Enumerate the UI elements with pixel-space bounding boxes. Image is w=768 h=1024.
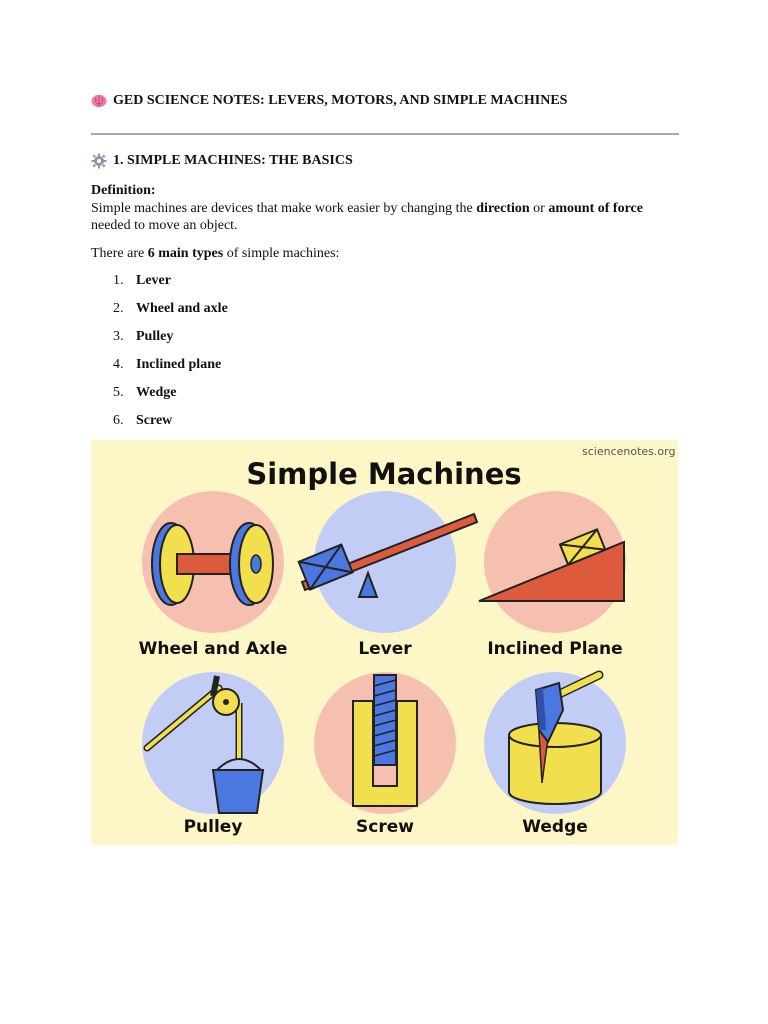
list-item bbox=[113, 301, 228, 329]
list-label: Screw bbox=[136, 413, 173, 428]
list-number: 2. bbox=[113, 301, 124, 316]
list-item bbox=[113, 329, 228, 357]
intro-part: There are bbox=[91, 246, 148, 261]
simple-machines-figure bbox=[91, 440, 678, 845]
figure-credit: sciencenotes.org bbox=[582, 445, 676, 458]
list-item bbox=[113, 385, 228, 413]
definition-bold: direction bbox=[476, 201, 530, 216]
section-heading bbox=[91, 153, 353, 169]
list-label: Inclined plane bbox=[136, 357, 222, 372]
label-pulley: Pulley bbox=[183, 817, 243, 837]
definition-part: or bbox=[529, 201, 549, 216]
intro-part: of simple machines: bbox=[223, 246, 340, 261]
list-label: Lever bbox=[136, 273, 171, 288]
definition-bold: amount of force bbox=[548, 201, 643, 216]
list-item bbox=[113, 273, 228, 301]
gear-icon bbox=[91, 153, 107, 169]
wheel-and-axle-illustration bbox=[142, 491, 284, 633]
wedge-illustration bbox=[484, 672, 626, 814]
pulley-illustration bbox=[142, 672, 284, 814]
list-label: Pulley bbox=[136, 329, 174, 344]
list-label: Wheel and axle bbox=[136, 301, 228, 316]
section-heading-text: 1. SIMPLE MACHINES: THE BASICS bbox=[113, 153, 353, 168]
brain-icon bbox=[91, 94, 107, 108]
list-number: 6. bbox=[113, 413, 124, 428]
definition-label: Definition: bbox=[91, 183, 156, 198]
definition-part: Simple machines are devices that make work easier by changing the bbox=[91, 201, 477, 216]
label-wedge: Wedge bbox=[522, 817, 588, 837]
list-number: 5. bbox=[113, 385, 124, 400]
figure-illustration bbox=[91, 440, 678, 845]
figure-title: Simple Machines bbox=[246, 457, 522, 491]
screw-illustration bbox=[314, 672, 456, 814]
page-title-text: GED SCIENCE NOTES: LEVERS, MOTORS, AND SIMPLE MACHINES bbox=[113, 93, 568, 108]
label-wheel-and-axle: Wheel and Axle bbox=[138, 639, 288, 659]
page-title bbox=[91, 93, 567, 109]
label-inclined-plane: Inclined Plane bbox=[487, 639, 623, 659]
types-intro bbox=[91, 246, 339, 262]
divider bbox=[91, 133, 679, 135]
list-number: 3. bbox=[113, 329, 124, 344]
list-label: Wedge bbox=[136, 385, 177, 400]
label-screw: Screw bbox=[356, 817, 414, 837]
definition-part: needed to move an object. bbox=[91, 218, 238, 233]
types-list bbox=[113, 273, 228, 441]
list-number: 1. bbox=[113, 273, 124, 288]
lever-illustration bbox=[299, 491, 477, 633]
label-lever: Lever bbox=[358, 639, 412, 659]
list-item bbox=[113, 357, 228, 385]
intro-bold: 6 main types bbox=[147, 246, 224, 261]
list-item bbox=[113, 413, 228, 441]
list-number: 4. bbox=[113, 357, 124, 372]
definition-text bbox=[91, 200, 685, 234]
inclined-plane-illustration bbox=[479, 491, 626, 633]
